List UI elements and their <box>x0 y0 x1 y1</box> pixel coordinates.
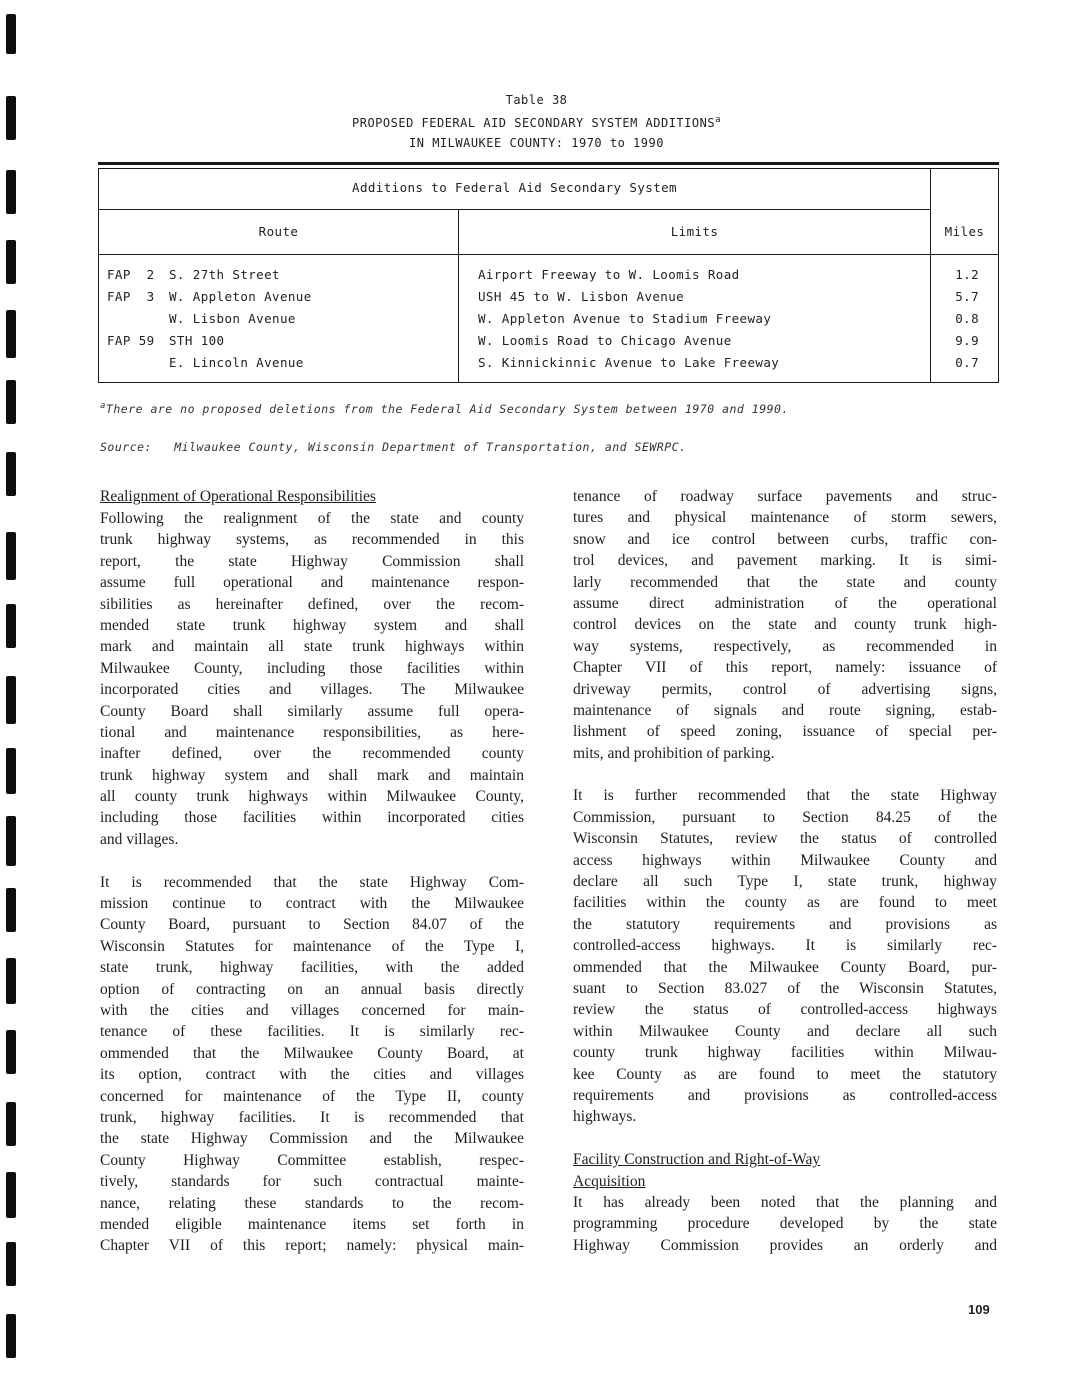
text-line: mended state trunk highway system and shall <box>100 616 524 634</box>
left-paragraph-2 <box>100 872 524 1257</box>
text-line: review the status of controlled-access highways <box>573 1001 997 1019</box>
row-route: E. Lincoln Avenue <box>169 355 304 370</box>
text-line: option of contracting on an annual basis directly <box>100 980 524 998</box>
text-line: trunk highway system and shall mark and maintain <box>100 766 524 784</box>
text-line: County Board, pursuant to Section 84.07 of the <box>100 916 524 934</box>
text-line: Following the realignment of the state and county <box>100 510 524 527</box>
row-miles: 0.7 <box>955 355 979 370</box>
text-line: assume full operational and maintenance respon- <box>100 574 524 592</box>
table-divider <box>99 209 930 210</box>
table-title-line2: IN MILWAUKEE COUNTY: 1970 to 1990 <box>409 136 664 150</box>
group-header: Additions to Federal Aid Secondary System <box>352 180 677 195</box>
text-line: the state Highway Commission and the Milwaukee <box>100 1130 524 1148</box>
text-line: Wisconsin Statutes, review the status of controlled <box>573 830 997 848</box>
text-line: highways. <box>573 1108 637 1126</box>
text-line: its option, contract with the cities and villages <box>100 1066 524 1084</box>
text-line: county trunk highway facilities within Milwau- <box>573 1044 997 1062</box>
row-miles: 0.8 <box>955 311 979 326</box>
header-miles: Miles <box>944 224 985 239</box>
text-line: tenance of these facilities. It is similarly rec- <box>100 1023 524 1041</box>
text-line: access highways within Milwaukee County and <box>573 851 997 869</box>
table-title-line1: PROPOSED FEDERAL AID SECONDARY SYSTEM ADDITIONS$^a$ <box>352 115 721 130</box>
binding-mark <box>6 380 16 424</box>
table-footnote: $^a$There are no proposed deletions from the Federal Aid Secondary System between 1970 and 1990. <box>100 401 789 416</box>
text-line: snow and ice control between curbs, traffic con- <box>573 530 997 548</box>
row-route: S. 27th Street <box>169 267 280 282</box>
source-text: Milwaukee County, Wisconsin Department of Transportation, and SEWRPC. <box>174 440 687 454</box>
row-miles: 9.9 <box>955 333 979 348</box>
binding-mark <box>6 14 16 54</box>
section-heading: Facility Construction and Right-of-Way <box>573 1151 821 1169</box>
row-fap: FAP 3 <box>107 289 155 304</box>
text-line: kee County as are found to meet the statutory <box>573 1065 997 1083</box>
text-line: mended eligible maintenance items set forth in <box>100 1215 524 1233</box>
text-line: declare all such Type I, state trunk, highway <box>573 873 997 891</box>
left-column <box>100 486 524 1257</box>
binding-mark <box>6 170 16 214</box>
text-line: with the cities and villages concerned for main- <box>100 1001 524 1019</box>
row-limits: USH 45 to W. Lisbon Avenue <box>478 289 685 304</box>
text-line: mark and maintain all state trunk highways within <box>100 638 524 656</box>
text-line: assume direct administration of the operational <box>573 594 997 612</box>
row-limits: S. Kinnickinnic Avenue to Lake Freeway <box>478 355 780 370</box>
text-line: way systems, respectively, as recommended in <box>573 637 997 655</box>
binding-mark <box>6 532 16 580</box>
text-line: Highway Commission provides an orderly and <box>573 1236 997 1254</box>
text-line: trunk highway systems, as recommended in this <box>100 531 524 549</box>
text-line: incorporated cities and villages. The Milwaukee <box>100 681 524 699</box>
table-source <box>100 440 686 454</box>
binding-mark <box>6 958 16 1004</box>
text-line: ommended that the Milwaukee County Board, at <box>100 1044 524 1062</box>
text-line: tively, standards for such contractual mainte- <box>100 1173 524 1191</box>
text-line: trol devices, and pavement marking. It is simi- <box>573 552 997 570</box>
binding-mark <box>6 676 16 724</box>
text-line: including those facilities within incorporated cities <box>100 809 524 827</box>
table-title-superscript: a <box>715 115 721 125</box>
section-heading: Realignment of Operational Responsibilities <box>100 488 376 505</box>
text-line: facilities within the county as are found to meet <box>573 894 997 912</box>
binding-mark <box>6 1172 16 1218</box>
binding-mark <box>6 1102 16 1146</box>
text-line: state trunk, highway facilities, with the added <box>100 959 524 977</box>
row-route: W. Appleton Avenue <box>169 289 312 304</box>
text-line: tenance of roadway surface pavements and struc- <box>573 488 997 505</box>
text-line: report, the state Highway Commission shall <box>100 552 524 570</box>
text-line: all county trunk highways within Milwaukee County, <box>100 788 524 806</box>
text-line: driveway permits, control of advertising signs, <box>573 680 997 698</box>
text-line: sibilities as hereinafter defined, over the recom- <box>100 595 524 613</box>
text-line: It is further recommended that the state Highway <box>573 787 997 805</box>
text-line: ommended that the Milwaukee County Board, pur- <box>573 958 997 976</box>
text-line: Chapter VII of this report, namely: issuance of <box>573 659 997 677</box>
right-column <box>573 486 997 1256</box>
table-number: Table 38 <box>505 93 568 107</box>
text-line: controlled-access highways. It is similarly rec- <box>573 937 997 955</box>
text-line: larly recommended that the state and county <box>573 573 997 591</box>
text-line: concerned for maintenance of the Type II, county <box>100 1087 524 1105</box>
text-line: It has already been noted that the planning and <box>573 1193 997 1211</box>
header-route: Route <box>258 224 299 239</box>
right-paragraph-3 <box>573 1192 997 1256</box>
text-line: maintenance of signals and route signing, estab- <box>573 701 997 719</box>
right-paragraph-2 <box>573 785 997 1127</box>
binding-mark <box>6 816 16 866</box>
footnote-marker: a <box>100 401 106 411</box>
binding-mark <box>6 1314 16 1358</box>
text-line: tures and physical maintenance of storm sewers, <box>573 509 997 527</box>
text-line: County Board shall similarly assume full opera- <box>100 702 524 720</box>
table-divider <box>99 254 998 255</box>
text-line: programming procedure developed by the state <box>573 1215 997 1233</box>
text-line: Commission, pursuant to Section 84.25 of the <box>573 808 997 826</box>
header-limits: Limits <box>670 224 719 239</box>
binding-mark <box>6 310 16 358</box>
source-label: Source: <box>100 440 152 454</box>
row-miles: 1.2 <box>955 267 979 282</box>
text-line: nance, relating these standards to the recom- <box>100 1194 524 1212</box>
text-line: the statutory requirements and provisions as <box>573 915 997 933</box>
binding-mark <box>6 1030 16 1074</box>
text-line: mission continue to contract with the Milwaukee <box>100 895 524 913</box>
row-limits: W. Appleton Avenue to Stadium Freeway <box>478 311 772 326</box>
row-route: W. Lisbon Avenue <box>169 311 296 326</box>
left-paragraph-1 <box>100 508 524 850</box>
row-limits: W. Loomis Road to Chicago Avenue <box>478 333 732 348</box>
binding-marks <box>0 0 20 1380</box>
table-top-rule <box>98 162 999 165</box>
binding-mark <box>6 888 16 932</box>
text-line: within Milwaukee County and declare all such <box>573 1022 997 1040</box>
row-fap: FAP 59 <box>107 333 155 348</box>
binding-mark <box>6 240 16 284</box>
right-paragraph-1 <box>573 486 997 764</box>
row-limits: Airport Freeway to W. Loomis Road <box>478 267 740 282</box>
text-line: requirements and provisions as controlled-access <box>573 1086 997 1104</box>
page-number: 109 <box>968 1302 990 1317</box>
text-line: control devices on the state and county trunk high- <box>573 616 997 634</box>
text-line: lishment of speed zoning, issuance of special per- <box>573 723 997 741</box>
row-fap: FAP 2 <box>107 267 155 282</box>
row-miles: 5.7 <box>955 289 979 304</box>
text-line: tional and maintenance responsibilities, as here- <box>100 723 524 741</box>
binding-mark <box>6 1242 16 1286</box>
binding-mark <box>6 604 16 648</box>
text-line: County Highway Committee establish, respec- <box>100 1151 524 1169</box>
text-line: trunk, highway facilities. It is recommended that <box>100 1108 524 1126</box>
text-line: and villages. <box>100 830 179 848</box>
text-line: Milwaukee County, including those facilities within <box>100 659 524 677</box>
binding-mark <box>6 748 16 794</box>
binding-mark <box>6 452 16 496</box>
text-line: Wisconsin Statutes for maintenance of the Type I, <box>100 937 524 955</box>
text-line: Chapter VII of this report; namely: physical main- <box>100 1237 524 1255</box>
section-heading-continued: Acquisition <box>573 1172 646 1190</box>
text-line: suant to Section 83.027 of the Wisconsin Statutes, <box>573 979 997 997</box>
row-route: STH 100 <box>169 333 225 348</box>
text-line: mits, and prohibition of parking. <box>573 744 775 762</box>
text-line: It is recommended that the state Highway Com- <box>100 873 524 891</box>
text-line: inafter defined, over the recommended county <box>100 745 524 763</box>
additions-table <box>98 168 999 383</box>
